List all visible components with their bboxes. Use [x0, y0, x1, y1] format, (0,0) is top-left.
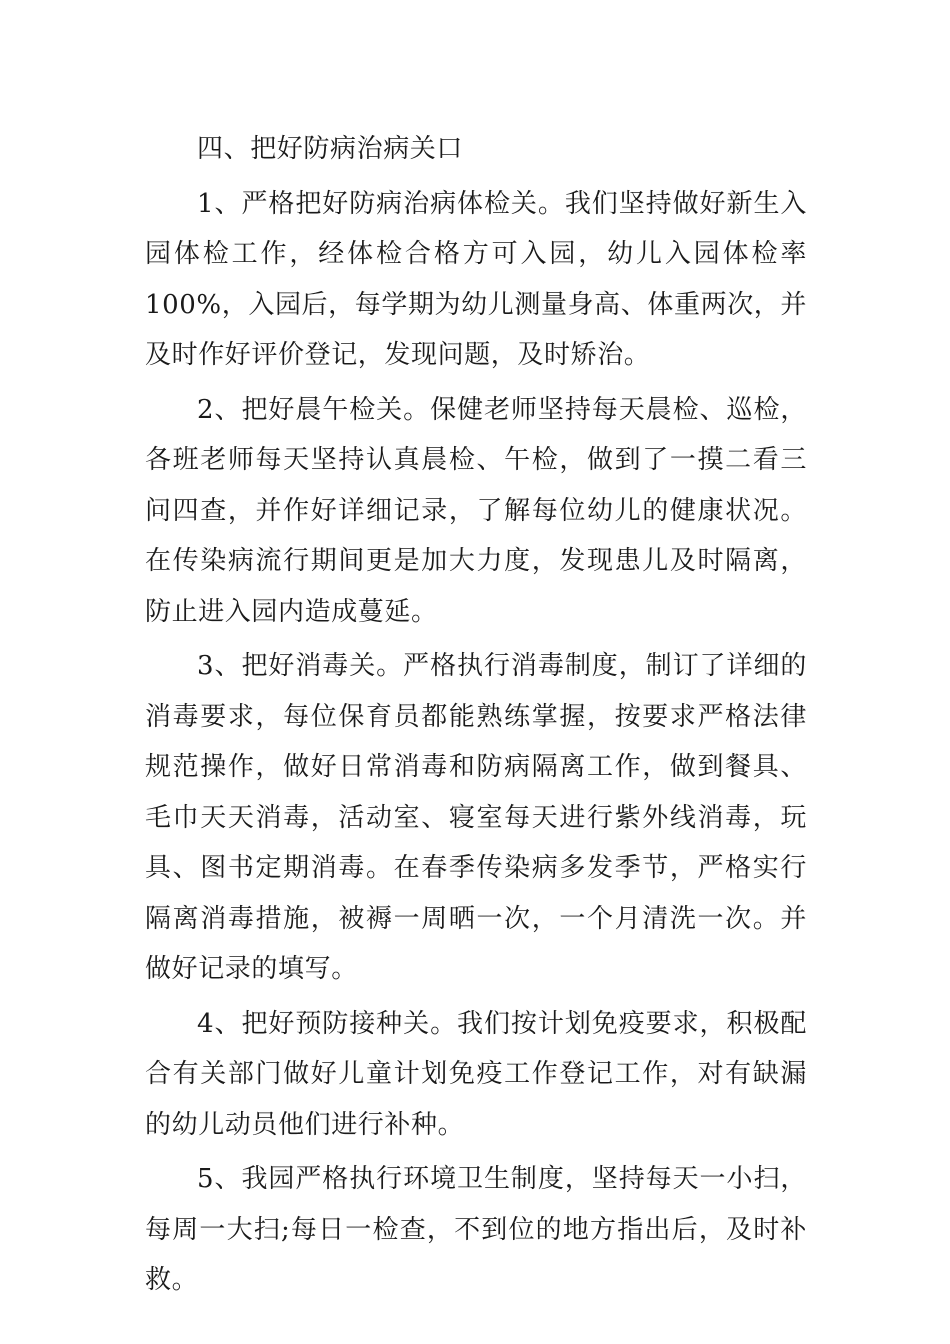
paragraph-1: 1、严格把好防病治病体检关。我们坚持做好新生入园体检工作，经体检合格方可入园，幼儿入园体检率100%，入园后，每学期为幼儿测量身高、体重两次，并及时作好评价登记，发现问题，及时矫治。	[145, 188, 807, 370]
section-heading: 四、把好防病治病关口	[197, 134, 464, 164]
paragraph-3: 3、把好消毒关。严格执行消毒制度，制订了详细的消毒要求，每位保育员都能熟练掌握，按要求严格法律规范操作，做好日常消毒和防病隔离工作，做到餐具、毛巾天天消毒，活动室、寝室每天进行紫外线消毒，玩具、图书定期消毒。在春季传染病多发季节，严格实行隔离消毒措施，被褥一周晒一次，一个月清洗一次。并做好记录的填写。	[145, 651, 807, 984]
paragraph-5: 5、我园严格执行环境卫生制度，坚持每天一小扫，每周一大扫;每日一检查，不到位的地方指出后，及时补救。	[145, 1164, 807, 1295]
document-body	[145, 124, 807, 1310]
paragraph-4: 4、把好预防接种关。我们按计划免疫要求，积极配合有关部门做好儿童计划免疫工作登记工作，对有缺漏的幼儿动员他们进行补种。	[145, 1008, 807, 1140]
paragraph-2: 2、把好晨午检关。保健老师坚持每天晨检、巡检，各班老师每天坚持认真晨检、午检，做到了一摸二看三问四查，并作好详细记录，了解每位幼儿的健康状况。在传染病流行期间更是加大力度，发现患儿及时隔离，防止进入园内造成蔓延。	[145, 394, 807, 627]
